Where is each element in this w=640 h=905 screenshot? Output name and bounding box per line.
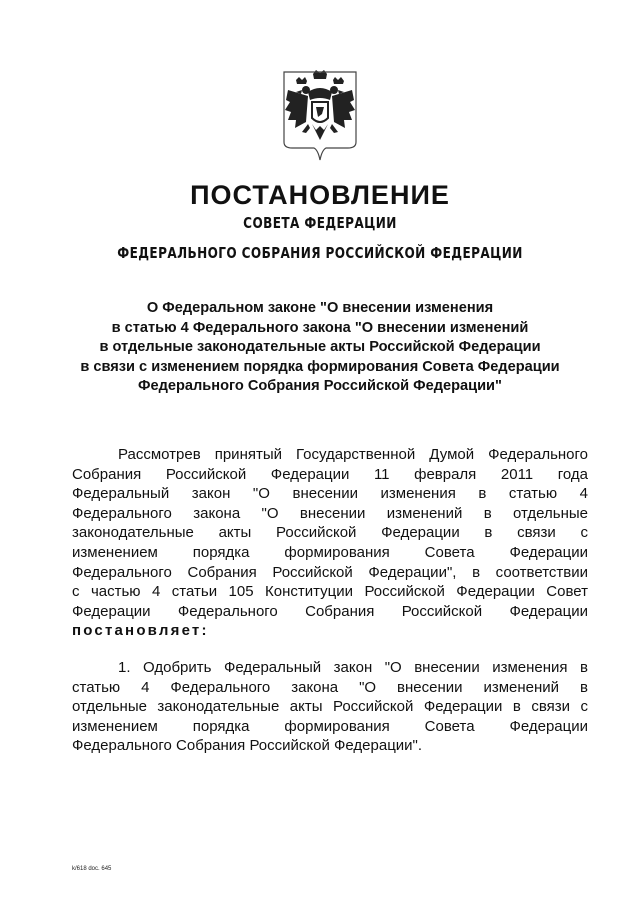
resolves-keyword: постановляет: [72, 622, 209, 640]
paragraph-line: отдельные законодательные акты Российской Федерации в связи с [72, 698, 588, 716]
issuer-line-1: СОВЕТА ФЕДЕРАЦИИ [243, 214, 397, 232]
resolution-item-1 [72, 658, 588, 756]
document-title: ПОСТАНОВЛЕНИЕ [190, 180, 450, 210]
issuer-line-2: ФЕДЕРАЛЬНОГО СОБРАНИЯ РОССИЙСКОЙ ФЕДЕРАЦИИ [117, 244, 523, 262]
subject-line: О Федеральном законе "О внесении изменения [146, 300, 494, 316]
paragraph-line: с частью 4 статьи 105 Конституции Российской Федерации Совет [72, 583, 588, 601]
paragraph-line: Федеральный закон "О внесении изменения в статью 4 [72, 485, 588, 503]
paragraph-line: Собрания Российской Федерации 11 февраля 2011 года [72, 465, 588, 483]
subject-line: в связи с изменением порядка формирования Совета Федерации [80, 358, 560, 375]
document-subject [70, 299, 570, 397]
paragraph-line: законодательные акты Российской Федерации в связи с [72, 524, 588, 542]
preamble-paragraph [72, 445, 588, 641]
paragraph-line: статью 4 Федерального закона "О внесении изменений в [72, 678, 588, 696]
paragraph-line: Федерального закона "О внесении изменений в отдельные [72, 504, 588, 522]
paragraph-line: 1. Одобрить Федеральный закон "О внесении изменения в [118, 659, 588, 676]
paragraph-line: Рассмотрев принятый Государственной Думой Федерального [118, 446, 588, 463]
subject-line: Федерального Собрания Российской Федерации" [138, 378, 502, 395]
paragraph-line: изменением порядка формирования Совета Федерации [72, 543, 588, 561]
paragraph-line: изменением порядка формирования Совета Федерации [72, 717, 588, 735]
paragraph-line: Федерации Федерального Собрания Российской Федерации [72, 602, 588, 620]
subject-line: в отдельные законодательные акты Российской Федерации [99, 339, 541, 356]
document-reference: k/618 doc. 645 [72, 866, 112, 872]
coat-of-arms-emblem [282, 70, 358, 162]
paragraph-line: Федерального Собрания Российской Федерации", в соответствии [72, 563, 588, 581]
subject-line: в статью 4 Федерального закона "О внесении изменений [111, 319, 529, 336]
paragraph-line: Федерального Собрания Российской Федерации". [72, 737, 423, 755]
